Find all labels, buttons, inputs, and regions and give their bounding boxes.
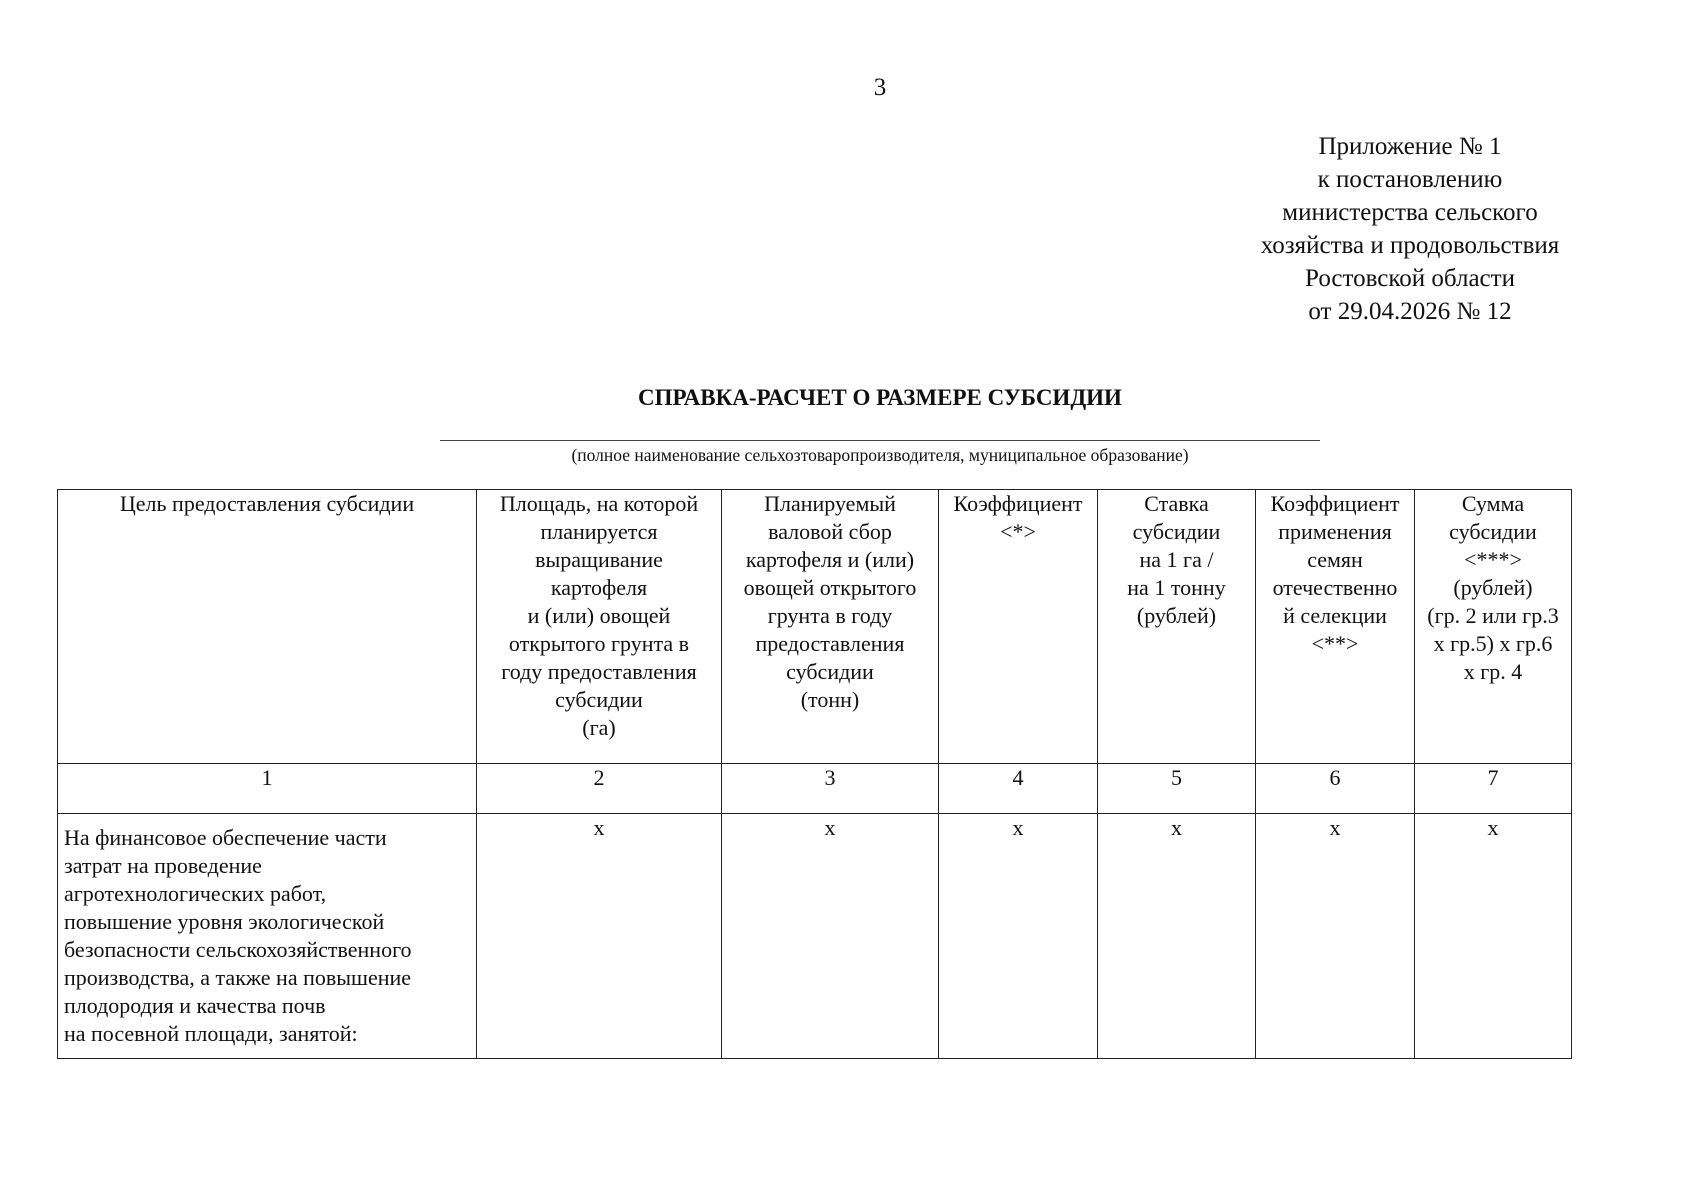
cell-text-line: субсидии: [786, 659, 874, 684]
column-number: 3: [722, 764, 939, 814]
cell-text-line: овощей открытого: [743, 575, 917, 600]
value-cell: х: [1415, 814, 1572, 1059]
table-header-row: [58, 490, 1572, 764]
cell-text-line: производства, а также на повышение: [64, 965, 412, 990]
column-number: 6: [1256, 764, 1415, 814]
appendix-line: к постановлению: [1317, 166, 1503, 193]
header-cell: [722, 490, 939, 764]
cell-text-line: (гр. 2 или гр.3: [1427, 603, 1559, 628]
appendix-line: хозяйства и продовольствия: [1260, 232, 1560, 259]
column-number: 4: [939, 764, 1098, 814]
header-cell: [939, 490, 1098, 764]
cell-text-line: выращивание: [535, 547, 663, 572]
cell-text-line: субсидии: [555, 687, 643, 712]
cell-text-line: субсидии: [1449, 519, 1537, 544]
value-cell: х: [1098, 814, 1256, 1059]
value-cell: х: [477, 814, 722, 1059]
header-cell: [477, 490, 722, 764]
value-cell: х: [939, 814, 1098, 1059]
cell-text-line: Площадь, на которой: [499, 491, 699, 516]
header-cell: [1256, 490, 1415, 764]
cell-text-line: планируется: [540, 519, 658, 544]
cell-text-line: отечественно: [1272, 575, 1398, 600]
header-cell: [1415, 490, 1572, 764]
appendix-line: министерства сельского: [1282, 199, 1538, 226]
cell-text-line: <*>: [1000, 519, 1036, 544]
column-number-row: [58, 764, 1572, 814]
cell-text-line: х гр. 4: [1463, 659, 1523, 684]
header-cell: [1098, 490, 1256, 764]
column-number: 2: [477, 764, 722, 814]
cell-text-line: на 1 тонну: [1127, 575, 1226, 600]
page-number: 3: [873, 74, 887, 101]
appendix-line: от 29.04.2026 № 12: [1308, 298, 1512, 325]
name-fill-line: [440, 440, 1320, 441]
cell-text-line: <***>: [1464, 547, 1522, 572]
cell-text-line: Цель предоставления субсидии: [119, 491, 415, 516]
column-number: 1: [58, 764, 477, 814]
column-number: 7: [1415, 764, 1572, 814]
appendix-line: Ростовской области: [1305, 265, 1515, 292]
cell-text-line: применения: [1278, 519, 1392, 544]
cell-text-line: субсидии: [1132, 519, 1221, 544]
purpose-cell: [58, 814, 477, 1059]
cell-text-line: повышение уровня экологической: [64, 909, 385, 934]
cell-text-line: (тонн): [800, 687, 860, 712]
subsidy-table: [57, 489, 1572, 1059]
cell-text-line: году предоставления: [501, 659, 697, 684]
appendix-block: [1230, 130, 1590, 328]
cell-text-line: картофеля: [550, 575, 648, 600]
cell-text-line: семян: [1307, 547, 1363, 572]
cell-text-line: (га): [582, 715, 616, 740]
cell-text-line: Ставка: [1144, 491, 1209, 516]
cell-text-line: плодородия и качества почв: [64, 993, 326, 1018]
cell-text-line: картофеля и (или): [745, 547, 915, 572]
cell-text-line: на 1 га /: [1139, 547, 1214, 572]
header-cell: [58, 490, 477, 764]
cell-text-line: затрат на проведение: [64, 853, 262, 878]
column-number: 5: [1098, 764, 1256, 814]
cell-text-line: <**>: [1311, 631, 1359, 656]
cell-text-line: и (или) овощей: [527, 603, 671, 628]
value-cell: х: [1256, 814, 1415, 1059]
cell-text-line: валовой сбор: [768, 519, 892, 544]
cell-text-line: На финансовое обеспечение части: [64, 825, 387, 850]
cell-text-line: безопасности сельскохозяйственного: [64, 937, 412, 962]
cell-text-line: (рублей): [1136, 603, 1217, 628]
cell-text-line: Планируемый: [764, 491, 896, 516]
cell-text-line: Сумма: [1461, 491, 1525, 516]
cell-text-line: Коэффициент: [953, 491, 1083, 516]
table-row: [58, 814, 1572, 1059]
cell-text-line: агротехнологических работ,: [64, 881, 327, 906]
cell-text-line: (рублей): [1453, 575, 1533, 600]
cell-text-line: й селекции: [1283, 603, 1387, 628]
cell-text-line: грунта в году: [767, 603, 893, 628]
cell-text-line: на посевной площади, занятой:: [64, 1021, 358, 1046]
value-cell: х: [722, 814, 939, 1059]
appendix-line: Приложение № 1: [1318, 133, 1502, 160]
cell-text-line: предоставления: [755, 631, 905, 656]
document-title: СПРАВКА-РАСЧЕТ О РАЗМЕРЕ СУБСИДИИ: [638, 385, 1122, 410]
cell-text-line: Коэффициент: [1270, 491, 1400, 516]
cell-text-line: х гр.5) х гр.6: [1433, 631, 1553, 656]
name-caption: (полное наименование сельхозтоваропроизводителя, муниципальное образование): [571, 445, 1189, 465]
cell-text-line: открытого грунта в: [508, 631, 690, 656]
